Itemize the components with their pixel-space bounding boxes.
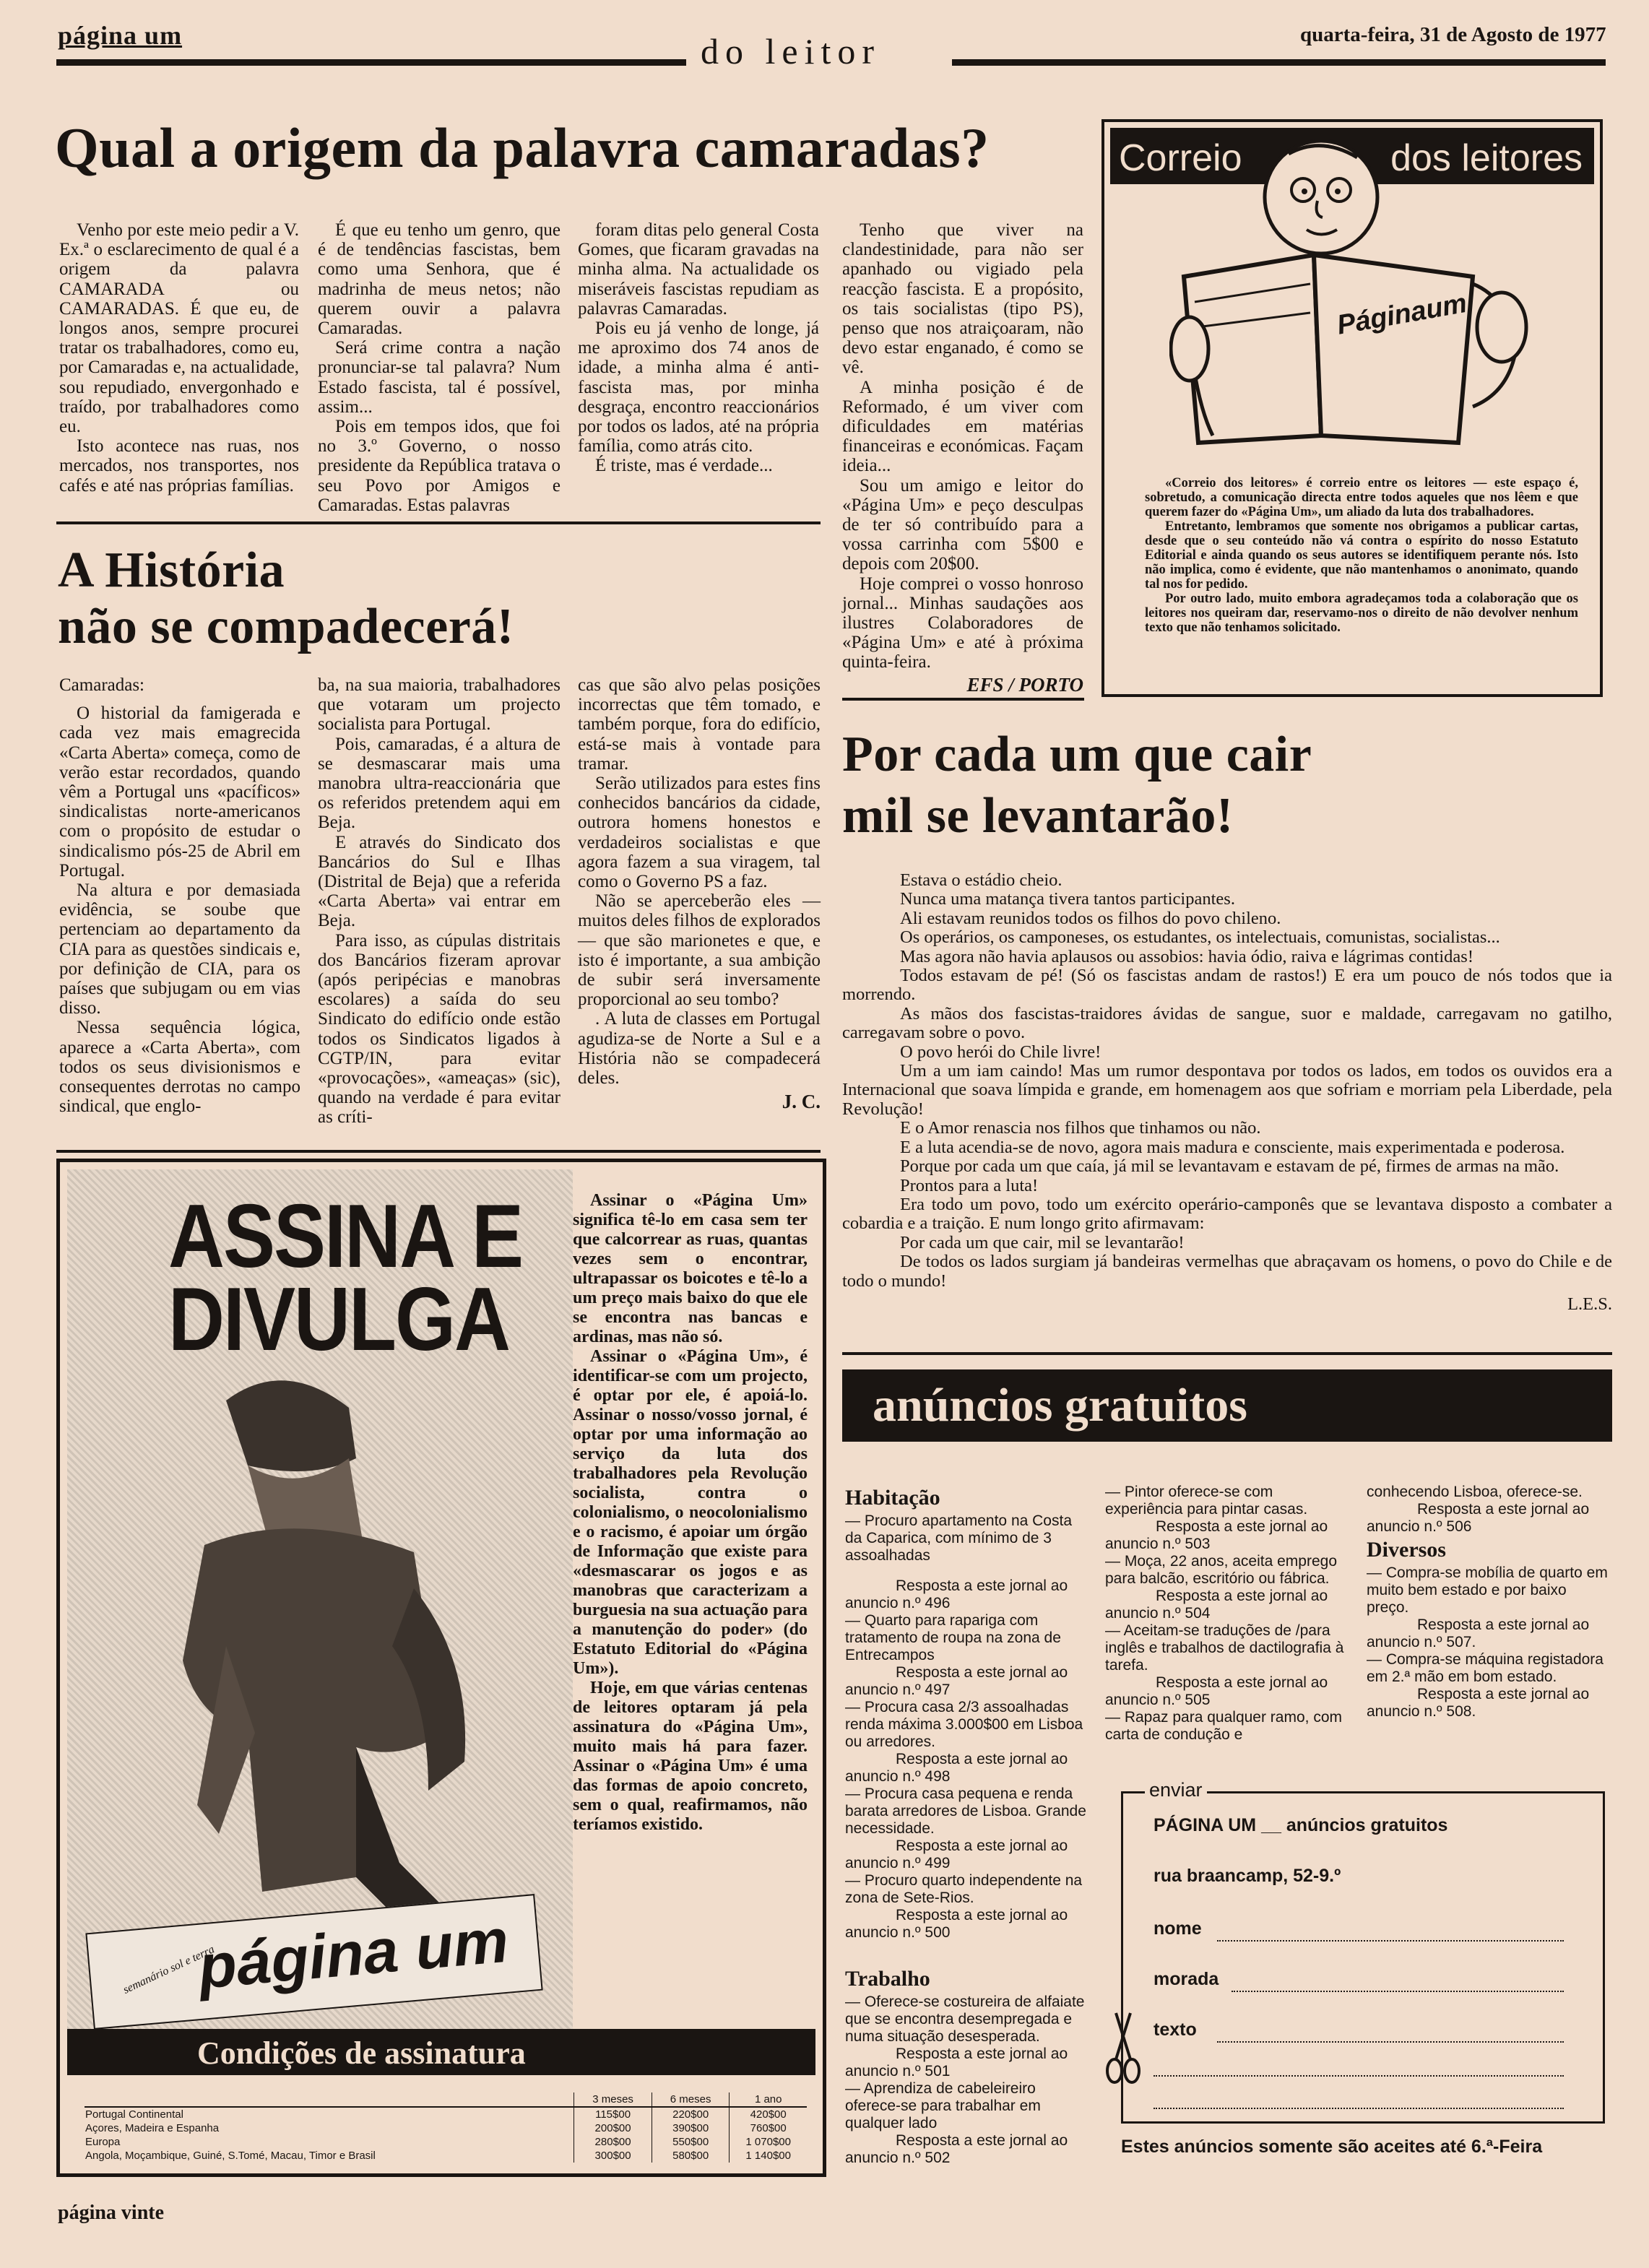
price-cell: 200$00 xyxy=(574,2121,652,2135)
ad-text: — Compra-se mobília de quarto em muito bem estado e por baixo preço. xyxy=(1367,1564,1608,1616)
column-header: 3 meses xyxy=(574,2092,652,2107)
texto-field[interactable] xyxy=(1217,2020,1564,2043)
article3-title-line1: Por cada um que cair xyxy=(842,727,1312,782)
ad-reply: Resposta a este jornal ao anuncio n.º 502 xyxy=(845,2132,1068,2166)
header-rule-right xyxy=(952,59,1606,66)
promo-headline-line1: ASSINA E xyxy=(168,1185,523,1286)
price-cell: 390$00 xyxy=(652,2121,730,2135)
morada-field[interactable] xyxy=(1232,1969,1564,1992)
ad-reply: Resposta a este jornal ao anuncio n.º 501 xyxy=(845,2046,1068,2079)
article1-col1 xyxy=(59,220,299,495)
column-header: 6 meses xyxy=(652,2092,730,2107)
conditions-table-wrap xyxy=(85,2092,807,2163)
paragraph: Isto acontece nas ruas, nos mercados, nos transportes, nos cafés e até nas próprias famílias. xyxy=(59,436,299,495)
section-title: do leitor xyxy=(701,31,881,72)
form-label-texto: texto xyxy=(1154,2020,1197,2040)
article2-col2 xyxy=(318,675,561,1127)
ad-submission-form xyxy=(1121,1779,1605,2124)
conditions-banner xyxy=(67,2029,815,2075)
cartoon-paper-label: Páginaum xyxy=(1334,287,1470,341)
region-cell: Portugal Continental xyxy=(85,2108,183,2121)
region-cell: Açores, Madeira e Espanha xyxy=(85,2122,220,2134)
ad-reply: Resposta a este jornal ao anuncio n.º 507. xyxy=(1367,1616,1590,1650)
ad-text: — Procura casa pequena e renda barata arredores de Lisboa. Grande necessidade. xyxy=(845,1786,1086,1837)
ad-reply: Resposta a este jornal ao anuncio n.º 503 xyxy=(1105,1518,1328,1552)
ad-text: — Procuro apartamento na Costa da Caparica, com mínimo de 3 assoalhadas xyxy=(845,1512,1072,1564)
ad-reply: Resposta a este jornal ao anuncio n.º 504 xyxy=(1105,1588,1328,1622)
article2-title-line1: A História xyxy=(58,542,285,598)
paragraph: É triste, mas é verdade... xyxy=(595,456,773,476)
issue-date: quarta-feira, 31 de Agosto de 1977 xyxy=(1300,23,1606,46)
conditions-table xyxy=(85,2092,807,2163)
table-row xyxy=(85,2135,807,2149)
paragraph: Era todo um povo, todo um exército operário-camponês que se levantava disposto a combater a cobardia e a traição. E num longo grito afirmavam: xyxy=(842,1194,1612,1234)
ad-text: — Procura casa 2/3 assoalhadas renda máxima 3.000$00 em Lisboa ou arredores. xyxy=(845,1699,1083,1750)
paragraph: O historial da famigerada e cada vez mais emagrecida «Carta Aberta» começa, como de verão estar recordados, quando vêm a Portugal uns «pacíficos» sindicalistas norte-americanos com o propósito de estudar o sindicalismo pós-25 de Abril em Portugal. xyxy=(59,704,300,880)
scissors-icon xyxy=(1103,2010,1143,2090)
ad-text: — Moça, 22 anos, aceita emprego para balcão, escritório ou fábrica. xyxy=(1105,1553,1338,1587)
promo-paper-sub: semanário sol e terra xyxy=(121,1943,217,1996)
paragraph: Hoje, em que várias centenas de leitores optaram já pela assinatura do «Página Um», muito mais há para fazer. Assinar o «Página Um» é uma das formas de apoio concreto, sem o qual, reafirmamos, não teríamos existido. xyxy=(573,1679,808,1834)
paragraph: O povo herói do Chile livre! xyxy=(900,1042,1102,1062)
paragraph: Pois em tempos idos, que foi no 3.º Governo, o nosso presidente da República tratava o seu Povo por Amigos e Camaradas. Estas palavras xyxy=(318,417,561,515)
price-cell: 115$00 xyxy=(574,2107,652,2121)
price-cell: 300$00 xyxy=(574,2149,652,2163)
region-cell: Europa xyxy=(85,2136,121,2148)
paragraph: Serão utilizados para estes fins conhecidos bancários da cidade, outrora homens honestos e verdadeiros socialistas e que agora fazem a sua viragem, tal como o Governo PS a faz. xyxy=(578,774,821,892)
texto-field-line2[interactable] xyxy=(1154,2053,1564,2077)
article3-body xyxy=(842,871,1612,1314)
price-cell: 580$00 xyxy=(652,2149,730,2163)
paragraph: E através do Sindicato dos Bancários do Sul e Ilhas (Distrital de Beja) que a referida «Carta Aberta» vai entrar em Beja. xyxy=(318,832,561,931)
paragraph: Não se aperceberão eles — muitos deles filhos de explorados — que são marionetes e que, e isto é importante, a sua ambição de subir será inversamente proporcional ao seu tombo? xyxy=(578,891,821,1010)
header-rule-left xyxy=(56,59,686,66)
article1-bottom-rule xyxy=(56,521,821,524)
ads-heading-diversos: Diversos xyxy=(1367,1538,1446,1562)
paragraph: Assinar o «Página Um», é identificar-se com um projecto, é optar por ele, é apoiá-lo. Assinar o nosso/vosso jornal, é optar por uma informação ao serviço da luta dos trabalhadores pela Revolução socialista, contra o colonialismo, o neocolonialismo e o racismo, é apoiar um órgão de Informação que existe para «desmascarar os jogos e as manobras que caracterizam a burguesia na sua actuação para a manutenção do poder» (do Estatuto Editorial do «Página Um»). xyxy=(573,1347,808,1678)
ads-col3 xyxy=(1367,1484,1612,1721)
paragraph: ba, na sua maioria, trabalhadores que votaram um projecto socialista para Portugal. xyxy=(318,675,561,735)
ad-reply: Resposta a este jornal ao anuncio n.º 505 xyxy=(1105,1674,1328,1708)
paragraph: Estava o estádio cheio. xyxy=(900,870,1062,890)
paragraph: Ali estavam reunidos todos os filhos do povo chileno. xyxy=(900,908,1281,928)
paragraph: A minha posição é de Reformado, é um viver com dificuldades em matérias financeiras e económicas. Façam ideia... xyxy=(842,377,1083,476)
paragraph: Para isso, as cúpulas distritais dos Bancários fizeram aprovar (após peripécias e manobras escolares) a saída do seu Sindicato do edifício onde estão todos os Sindicatos ligados à CGTP/IN, para evitar «provocações», «ameaças» (sic), quando na verdade é para evitar as críti- xyxy=(318,930,561,1127)
ads-col1 xyxy=(845,1484,1091,2167)
ad-reply: Resposta a este jornal ao anuncio n.º 506 xyxy=(1367,1501,1590,1535)
price-cell: 420$00 xyxy=(730,2107,807,2121)
form-label-nome: nome xyxy=(1154,1918,1202,1939)
nome-field[interactable] xyxy=(1217,1918,1564,1942)
article1-col2 xyxy=(318,220,561,515)
article1-col4 xyxy=(842,220,1083,695)
article2-title-line2: não se compadecerá! xyxy=(58,599,514,654)
form-note: Estes anúncios somente são aceites até 6.ª-Feira xyxy=(1121,2137,1543,2157)
price-cell: 550$00 xyxy=(652,2135,730,2149)
article1-title: Qual a origem da palavra camaradas? xyxy=(55,116,990,179)
ad-text: — Oferece-se costureira de alfaiate que se encontra desempregada e numa situação desesperada. xyxy=(845,1994,1085,2045)
paragraph: As mãos dos fascistas-traidores ávidas de sangue, suor e maldade, carregavam no gatilho, carregavam sobre o povo. xyxy=(842,1003,1612,1043)
article2-signature: J. C. xyxy=(782,1091,821,1113)
conditions-title: Condições de assinatura xyxy=(197,2035,526,2071)
subscription-promo-box xyxy=(56,1159,826,2177)
ad-text: — Procuro quarto independente na zona de Sete-Rios. xyxy=(845,1872,1083,1906)
price-cell: 1 070$00 xyxy=(730,2135,807,2149)
price-cell: 280$00 xyxy=(574,2135,652,2149)
paragraph: Tenho que viver na clandestinidade, para não ser apanhado ou vigiado pela reacção fascista. E a propósito, os tais socialistas (tipo PS), penso que nos atraiçoaram, não devo estar enganado, é como se vê. xyxy=(842,220,1083,378)
ads-title: anúncios gratuitos xyxy=(873,1379,1247,1432)
correio-text xyxy=(1145,476,1578,635)
reader-cartoon xyxy=(1169,132,1545,457)
price-cell: 220$00 xyxy=(652,2107,730,2121)
paragraph: Será crime contra a nação pronunciar-se tal palavra? Num Estado fascista, tal é possível, assim... xyxy=(318,338,561,417)
article3-title-line2: mil se levantarão! xyxy=(842,788,1234,844)
article2-col3 xyxy=(578,675,821,1112)
ads-heading-habitacao: Habitação xyxy=(845,1486,940,1510)
correio-box xyxy=(1102,119,1603,697)
promo-text xyxy=(573,1191,808,1835)
ads-heading-trabalho: Trabalho xyxy=(845,1967,930,1991)
masthead-paper-name: página um xyxy=(58,21,183,50)
paragraph: Prontos para a luta! xyxy=(900,1175,1039,1195)
region-cell: Angola, Moçambique, Guiné, S.Tomé, Macau, Timor e Brasil xyxy=(85,2150,376,2162)
paragraph: Camaradas: xyxy=(59,675,145,695)
ads-col2 xyxy=(1105,1484,1351,1744)
paragraph: E a luta acendia-se de novo, agora mais madura e consciente, mais experimentada e poderosa. xyxy=(900,1137,1565,1157)
price-cell: 760$00 xyxy=(730,2121,807,2135)
paragraph: Mas agora não havia aplausos ou assobios: havia ódio, raiva e lágrimas contidas! xyxy=(900,946,1473,966)
article1-right-rule xyxy=(842,698,1084,701)
paragraph: Na altura e por demasiada evidência, se soube que pertenciam ao departamento da CIA para as questões sindicais e, por definição de CIA, para os países que subjugam ou em vias disso. xyxy=(59,880,300,1018)
paragraph: foram ditas pelo general Costa Gomes, que ficaram gravadas na minha alma. Na actualidade os miseráveis fascistas repudiam as palavras Camaradas. xyxy=(578,220,819,319)
article3-bottom-rule xyxy=(842,1352,1612,1355)
promo-photo xyxy=(67,1169,573,2029)
price-cell: 1 140$00 xyxy=(730,2149,807,2163)
table-row xyxy=(85,2149,807,2163)
paragraph: Venho por este meio pedir a V. Ex.ª o esclarecimento de qual é a origem da palavra CAMARADA ou CAMARADAS. É que eu, de longos anos, sempre procurei tratar os trabalhadores, como eu, por Camaradas e, na actualidade, sou repudiado, envergonhado e traído, por trabalhadores como eu. xyxy=(59,220,299,437)
paragraph: É que eu tenho um genro, que é de tendências fascistas, bem como uma Senhora, que é madrinha de meus netos; não querem ouvir a palavra Camaradas. xyxy=(318,220,561,339)
paragraph: Um a um iam caindo! Mas um rumor despontava por todos os lados, em todos os ouvidos era a Internacional que soava límpida e grande, em homenagem aos que sofriam e morriam pela Liberdade, pela Revolução! xyxy=(842,1061,1612,1119)
ad-text: — Quarto para rapariga com tratamento de roupa na zona de Entrecampos xyxy=(845,1612,1061,1663)
paragraph: Entretanto, lembramos que somente nos obrigamos a publicar cartas, desde que o seu conteúdo não vá contra o espírito do nosso Estatuto Editorial e ainda quando os seus autores se identifiquem perante nós. Isto não implica, como é evidente, que não mantenhamos o anonimato, quando tal nos for pedido. xyxy=(1145,519,1578,592)
paragraph: Pois eu já venho de longe, já me aproximo dos 74 anos de idade, a minha alma é anti-fascista mas, por minha desgraça, encontro reaccionários por todos os lados, até na própria família, como atrás cito. xyxy=(578,319,819,456)
ad-text: — Aprendiza de cabeleireiro oferece-se para trabalhar em qualquer lado xyxy=(845,2080,1041,2131)
form-label-morada: morada xyxy=(1154,1969,1219,1989)
table-row xyxy=(85,2107,807,2121)
ad-reply: Resposta a este jornal ao anuncio n.º 498 xyxy=(845,1751,1068,1785)
ad-reply: Resposta a este jornal ao anuncio n.º 499 xyxy=(845,1838,1068,1871)
paragraph: Nessa sequência lógica, aparece a «Carta Aberta», com todos os seus divisionismos e consequentes derrotas no campo sindical, que englo- xyxy=(59,1018,300,1117)
ad-reply: Resposta a este jornal ao anuncio n.º 496 xyxy=(845,1577,1068,1611)
ad-reply: Resposta a este jornal ao anuncio n.º 508. xyxy=(1367,1686,1590,1720)
paragraph: Por outro lado, muito embora agradeçamos toda a colaboração que os leitores nos queiram dar, reservamo-nos o direito de não devolver nenhum texto que não tenhamos solicitado. xyxy=(1145,592,1578,635)
paragraph: Os operários, os camponeses, os estudantes, os intelectuais, comunistas, socialistas... xyxy=(900,927,1500,948)
paragraph: Porque por cada um que caía, já mil se levantavam e estavam de pé, firmes de armas na mão. xyxy=(900,1156,1559,1177)
paragraph: «Correio dos leitores» é correio entre os leitores — este espaço é, sobretudo, a comunicação directa entre todos aqueles que nos lêem e que querem fazer do «Página Um», um aliado da luta dos trabalhadores. xyxy=(1145,476,1578,519)
paragraph: De todos os lados surgiam já bandeiras vermelhas que abraçavam os homens, o povo do Chile e de todo o mundo! xyxy=(842,1252,1612,1291)
ads-banner xyxy=(842,1369,1612,1442)
promo-headline-line2: DIVULGA xyxy=(168,1268,509,1369)
correio-title-right: dos leitores xyxy=(1390,137,1583,179)
article1-signature: EFS / PORTO xyxy=(966,673,1083,696)
ad-text: — Aceitam-se traduções de /para inglês e trabalhos de dactilografia à tarefa. xyxy=(1105,1622,1344,1674)
paragraph: Por cada um que cair, mil se levantarão! xyxy=(900,1232,1185,1252)
article2-bottom-rule xyxy=(56,1150,821,1153)
region-header xyxy=(85,2092,574,2107)
paragraph: Assinar o «Página Um» significa tê-lo em casa sem ter que calcorrear as ruas, quantas vezes sem o encontrar, ultrapassar os boicotes e tê-lo a um preço mais baixo do que ele se encontra nas bancas e ardinas, mas não só. xyxy=(573,1191,808,1346)
paragraph: E o Amor renascia nos filhos que tinhamos ou não. xyxy=(900,1118,1261,1138)
column-header: 1 ano xyxy=(730,2092,807,2107)
article1-col3 xyxy=(578,220,819,476)
paragraph: Hoje comprei o vosso honroso jornal... Minhas saudações aos ilustres Colaboradores de «Página Um» e até à próxima quinta-feira. xyxy=(842,574,1083,672)
paragraph: Pois, camaradas, é a altura de se desmascarar mais uma manobra ultra-reaccionária que os referidos pretendem aqui em Beja. xyxy=(318,734,561,833)
paragraph: Nunca uma matança tivera tantos participantes. xyxy=(900,889,1235,909)
paragraph: cas que são alvo pelas posições incorrectas que têm tomado, e também porque, fora do edifício, está-se mais à vontade para tramar. xyxy=(578,675,821,774)
article3-signature: L.E.S. xyxy=(1567,1294,1612,1314)
texto-field-line3[interactable] xyxy=(1154,2086,1564,2109)
form-address-line1: PÁGINA UM __ anúncios gratuitos xyxy=(1154,1815,1448,1835)
ad-text: — Pintor oferece-se com experiência para pintar casas. xyxy=(1105,1484,1308,1518)
page-number-label: página vinte xyxy=(58,2202,165,2224)
ad-text: — Compra-se máquina registadora em 2.ª mão em bom estado. xyxy=(1367,1651,1603,1685)
ad-text: conhecendo Lisboa, oferece-se. xyxy=(1367,1484,1583,1500)
form-legend: enviar xyxy=(1145,1779,1207,1801)
ad-reply: Resposta a este jornal ao anuncio n.º 497 xyxy=(845,1664,1068,1698)
paragraph: Todos estavam de pé! (Só os fascistas andam de rastos!) E era um pouco de nós todos que ia morrendo. xyxy=(842,966,1612,1005)
ad-text: — Rapaz para qualquer ramo, com carta de condução e xyxy=(1105,1709,1342,1743)
table-row xyxy=(85,2121,807,2135)
form-address-line2: rua braancamp, 52-9.º xyxy=(1154,1866,1341,1886)
paragraph: . A luta de classes em Portugal agudiza-se de Norte a Sul e a História não se compadecerá deles. xyxy=(578,1009,821,1088)
ad-reply: Resposta a este jornal ao anuncio n.º 500 xyxy=(845,1907,1068,1941)
paragraph: Sou um amigo e leitor do «Página Um» e peço desculpas de ter só contribuído para a vossa carrinha com 5$00 e depois com 20$00. xyxy=(842,475,1083,574)
promo-paper-label: página um xyxy=(195,1905,511,2002)
correio-title-left: Correio xyxy=(1119,137,1242,179)
article2-col1 xyxy=(59,675,300,1116)
